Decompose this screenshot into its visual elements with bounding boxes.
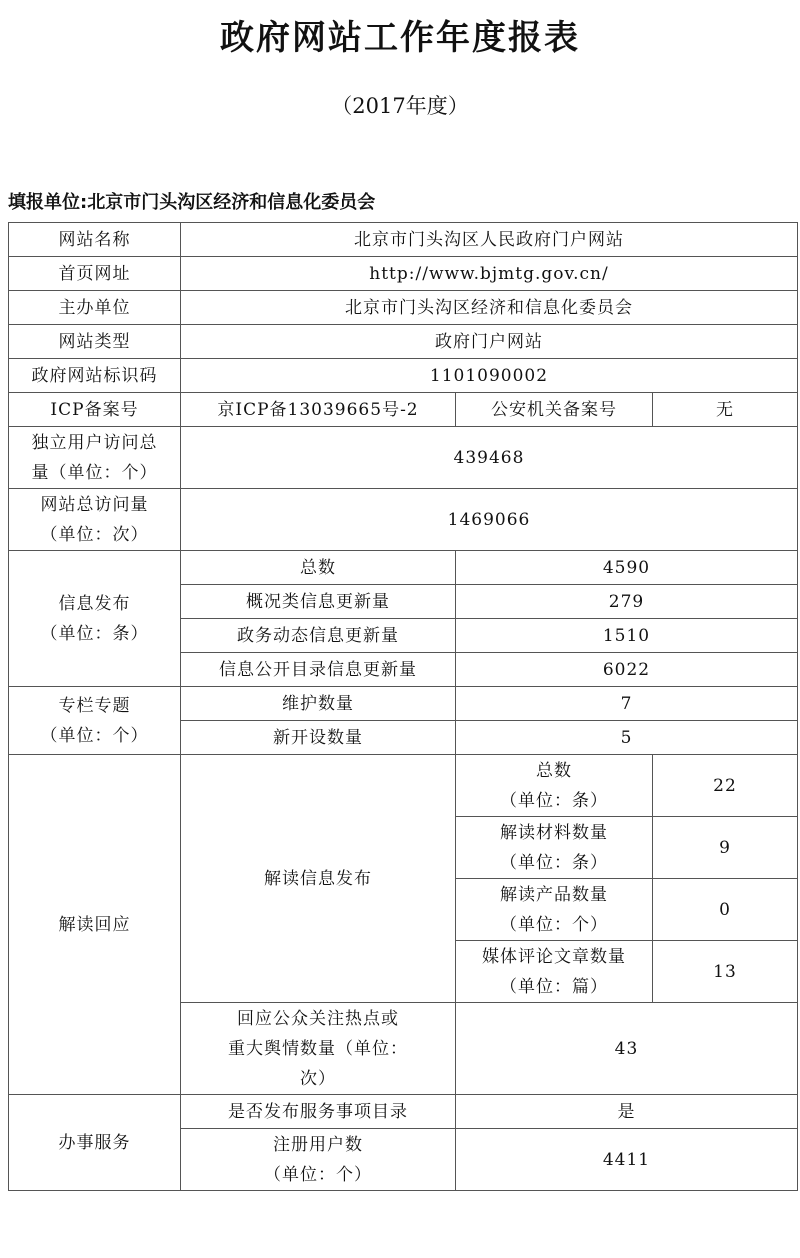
value-cell: 1469066 — [181, 489, 798, 551]
value-cell: 无 — [653, 393, 798, 427]
filler-unit: 填报单位:北京市门头沟区经济和信息化委员会 — [8, 192, 376, 213]
label-line: 媒体评论文章数量 — [482, 946, 626, 967]
value-cell: 京ICP备13039665号-2 — [181, 393, 456, 427]
report-year: （2017年度） — [331, 94, 469, 118]
label-line: 回应公众关注热点或 — [237, 1008, 399, 1029]
value-cell: 5 — [456, 721, 798, 755]
label-line: 信息发布 — [58, 593, 131, 614]
row-page-views — [9, 489, 798, 551]
value-cell: 9 — [653, 817, 798, 879]
label-line: 次） — [300, 1068, 336, 1089]
label-cell — [456, 817, 653, 879]
row-interp-total — [9, 755, 798, 817]
label-cell: 政务动态信息更新量 — [181, 619, 456, 653]
row-unique-visitors — [9, 427, 798, 489]
report-title: 政府网站工作年度报表 — [220, 18, 580, 58]
value-cell: 439468 — [181, 427, 798, 489]
homepage-link: http://www.bjmtg.gov.cn/ — [181, 257, 798, 291]
row-service-catalog — [9, 1095, 798, 1129]
row-homepage — [9, 257, 798, 291]
label-line: 量（单位：个） — [31, 462, 158, 483]
section-services: 办事服务 — [9, 1095, 181, 1191]
value-cell: 是 — [456, 1095, 798, 1129]
label-line: （单位：篇） — [500, 976, 608, 997]
label-line: 专栏专题 — [58, 695, 131, 716]
label-cell — [9, 489, 181, 551]
label-cell — [181, 1003, 456, 1095]
sub-section-interp-publish: 解读信息发布 — [181, 755, 456, 1003]
label-cell — [456, 941, 653, 1003]
label-cell — [181, 1129, 456, 1191]
label-line: 网站总访问量 — [40, 494, 149, 515]
report-table — [8, 222, 798, 1191]
label-cell: 公安机关备案号 — [456, 393, 653, 427]
value-cell: 政府门户网站 — [181, 325, 798, 359]
label-cell: 政府网站标识码 — [9, 359, 181, 393]
section-columns — [9, 687, 181, 755]
row-icp — [9, 393, 798, 427]
label-cell: 概况类信息更新量 — [181, 585, 456, 619]
value-cell: 6022 — [456, 653, 798, 687]
value-cell: 22 — [653, 755, 798, 817]
row-info-total — [9, 551, 798, 585]
label-line: （单位：个） — [500, 914, 608, 935]
value-cell: 北京市门头沟区人民政府门户网站 — [181, 223, 798, 257]
row-sponsor — [9, 291, 798, 325]
label-cell: 是否发布服务事项目录 — [181, 1095, 456, 1129]
value-cell: 43 — [456, 1003, 798, 1095]
label-line: 重大舆情数量（单位： — [228, 1038, 408, 1059]
label-line: 解读产品数量 — [500, 884, 608, 905]
value-cell: 1510 — [456, 619, 798, 653]
value-cell: 279 — [456, 585, 798, 619]
label-cell: 维护数量 — [181, 687, 456, 721]
label-cell: 首页网址 — [9, 257, 181, 291]
label-cell: ICP备案号 — [9, 393, 181, 427]
value-cell: 7 — [456, 687, 798, 721]
label-line: 总数 — [536, 760, 572, 781]
section-info-publish — [9, 551, 181, 687]
value-cell: 0 — [653, 879, 798, 941]
row-site-type — [9, 325, 798, 359]
label-line: 解读材料数量 — [500, 822, 608, 843]
row-site-name — [9, 223, 798, 257]
label-cell: 主办单位 — [9, 291, 181, 325]
label-line: 独立用户访问总 — [31, 432, 158, 453]
row-site-code — [9, 359, 798, 393]
section-interpretation: 解读回应 — [9, 755, 181, 1095]
label-line: （单位：条） — [500, 852, 608, 873]
label-line: （单位：条） — [40, 623, 149, 644]
label-line: （单位：次） — [40, 524, 149, 545]
label-cell — [9, 427, 181, 489]
value-cell: 1101090002 — [181, 359, 798, 393]
label-cell: 新开设数量 — [181, 721, 456, 755]
value-cell: 4411 — [456, 1129, 798, 1191]
value-cell: 北京市门头沟区经济和信息化委员会 — [181, 291, 798, 325]
label-cell: 网站名称 — [9, 223, 181, 257]
label-cell: 总数 — [181, 551, 456, 585]
label-cell — [456, 879, 653, 941]
value-cell: 4590 — [456, 551, 798, 585]
label-line: 注册用户数 — [273, 1134, 363, 1155]
value-cell: 13 — [653, 941, 798, 1003]
label-line: （单位：个） — [264, 1164, 372, 1185]
label-cell: 信息公开目录信息更新量 — [181, 653, 456, 687]
label-cell: 网站类型 — [9, 325, 181, 359]
label-line: （单位：条） — [500, 790, 608, 811]
row-columns-maintained — [9, 687, 798, 721]
label-cell — [456, 755, 653, 817]
label-line: （单位：个） — [40, 725, 149, 746]
